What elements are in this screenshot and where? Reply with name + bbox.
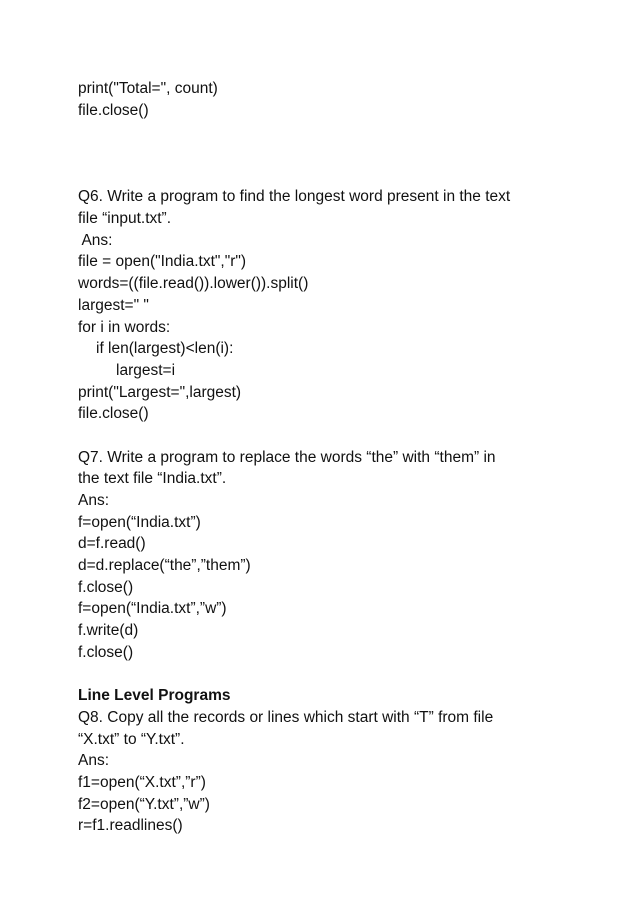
code-line: f1=open(“X.txt”,”r”) — [78, 773, 206, 791]
code-line: f=open(“India.txt”) — [78, 513, 201, 531]
section-heading: Line Level Programs — [78, 687, 231, 705]
code-line: f.write(d) — [78, 622, 139, 640]
code-line: for i in words: — [78, 318, 171, 336]
code-line: d=f.read() — [78, 535, 146, 553]
document-page — [78, 78, 598, 837]
code-line: file.close() — [78, 405, 149, 423]
code-line: largest=" " — [78, 296, 149, 314]
code-line: f.close() — [78, 643, 134, 661]
spacer — [78, 121, 598, 186]
question-q6-line1: Q6. Write a program to find the longest word present in the text — [78, 188, 511, 206]
code-line: f.close() — [78, 578, 134, 596]
question-q6-line2: file “input.txt”. — [78, 210, 172, 228]
code-line: r=f1.readlines() — [78, 817, 183, 835]
code-line: largest=i — [116, 361, 176, 379]
question-q7-line2: the text file “India.txt”. — [78, 470, 227, 488]
answer-label: Ans: — [78, 492, 110, 509]
spacer — [78, 664, 598, 686]
code-line: file = open("India.txt","r") — [78, 253, 247, 271]
code-line: words=((file.read()).lower()).split() — [78, 275, 309, 293]
answer-label: Ans: — [78, 231, 113, 249]
question-q7-line1: Q7. Write a program to replace the words “the” with “them” in — [78, 448, 496, 466]
spacer — [78, 425, 598, 447]
question-q8-line2: “X.txt” to “Y.txt”. — [78, 730, 185, 748]
answer-label: Ans: — [78, 752, 110, 770]
question-q8-line1: Q8. Copy all the records or lines which start with “T” from file — [78, 708, 494, 726]
code-line: f=open(“India.txt”,”w”) — [78, 600, 227, 618]
code-line: print("Largest=",largest) — [78, 383, 242, 401]
code-line: file.close() — [78, 101, 149, 119]
code-line: f2=open(“Y.txt”,”w”) — [78, 795, 210, 813]
code-line: if len(largest)<len(i): — [96, 340, 234, 358]
code-line: d=d.replace(“the”,”them”) — [78, 557, 251, 575]
code-line: print("Total=", count) — [78, 80, 218, 97]
